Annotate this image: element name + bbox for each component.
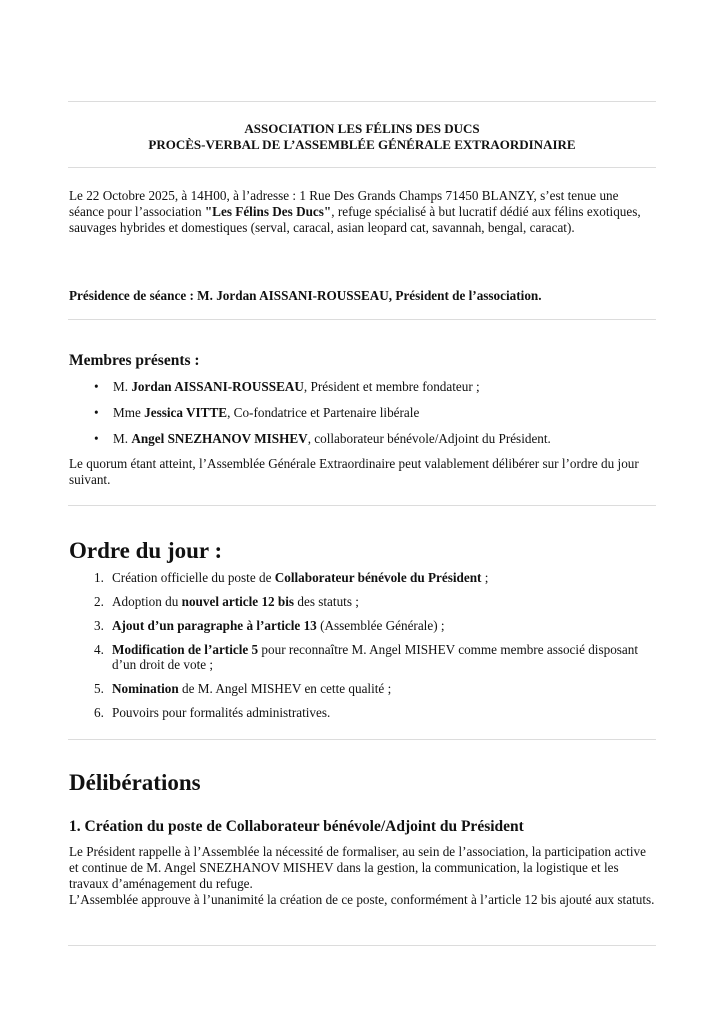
- deliberations-heading: Délibérations: [69, 770, 201, 795]
- list-item: 3. Ajout d’un paragraphe à l’article 13 (Assemblée Générale) ;: [94, 618, 445, 633]
- list-item: 5. Nomination de M. Angel MISHEV en cette qualité ;: [94, 681, 392, 696]
- membres-list: [69, 379, 655, 447]
- ordre-section: [69, 538, 655, 729]
- divider: [68, 167, 656, 168]
- presidence-line: Présidence de séance : M. Jordan AISSANI-ROUSSEAU, Président de l’association.: [69, 288, 542, 303]
- intro-paragraph: Le 22 Octobre 2025, à 14H00, à l’adresse : 1 Rue Des Grands Champs 71450 BLANZY, s’est tenue une séance pour l’association "Les Félins Des Ducs", refuge spécialisé à but lucratif dédié aux félins exotiques, sauvages hybrides et domestiques (serval, caracal, asian leopard cat, savannah, bengal, caracat).: [69, 188, 641, 235]
- quorum-paragraph: Le quorum étant atteint, l’Assemblée Générale Extraordinaire peut valablement délibérer sur l’ordre du jour suivant.: [69, 456, 639, 487]
- ordre-heading: Ordre du jour :: [69, 538, 223, 563]
- divider: [68, 945, 656, 946]
- deliberations-section: [69, 770, 655, 908]
- list-item: 1. Création officielle du poste de Collaborateur bénévole du Président ;: [94, 570, 489, 585]
- membres-heading: Membres présents :: [69, 352, 200, 369]
- association-name: "Les Félins Des Ducs": [204, 204, 332, 219]
- list-item: 6. Pouvoirs pour formalités administratives.: [94, 705, 331, 720]
- association-title: ASSOCIATION LES FÉLINS DES DUCS: [244, 121, 480, 136]
- deliberation-paragraph: L’Assemblée approuve à l’unanimité la création de ce poste, conformément à l’article 12 bis ajouté aux statuts.: [69, 892, 655, 907]
- list-item: • M. Angel SNEZHANOV MISHEV, collaborateur bénévole/Adjoint du Président.: [69, 431, 655, 447]
- membres-section: [69, 352, 655, 457]
- list-item: 4. Modification de l’article 5 pour reconnaître M. Angel MISHEV comme membre associé disposant d’un droit de vote ;: [94, 642, 639, 672]
- deliberation-paragraph: Le Président rappelle à l’Assemblée la nécessité de formaliser, au sein de l’association, la participation active et continue de M. Angel SNEZHANOV MISHEV dans la gestion, la communication, la logistique et les travaux d’aménagement du refuge.: [69, 844, 646, 891]
- section-title: 1. Création du poste de Collaborateur bénévole/Adjoint du Président: [69, 818, 524, 835]
- divider: [68, 319, 656, 320]
- ordre-list: [69, 570, 655, 720]
- divider: [68, 101, 656, 102]
- list-item: • M. Jordan AISSANI-ROUSSEAU, Président et membre fondateur ;: [69, 379, 655, 395]
- list-item: • Mme Jessica VITTE, Co-fondatrice et Partenaire libérale: [69, 405, 655, 421]
- divider: [68, 739, 656, 740]
- list-item: 2. Adoption du nouvel article 12 bis des statuts ;: [94, 594, 359, 609]
- document-title: PROCÈS-VERBAL DE L’ASSEMBLÉE GÉNÉRALE EXTRAORDINAIRE: [148, 137, 576, 152]
- document-header: [69, 121, 655, 153]
- divider: [68, 505, 656, 506]
